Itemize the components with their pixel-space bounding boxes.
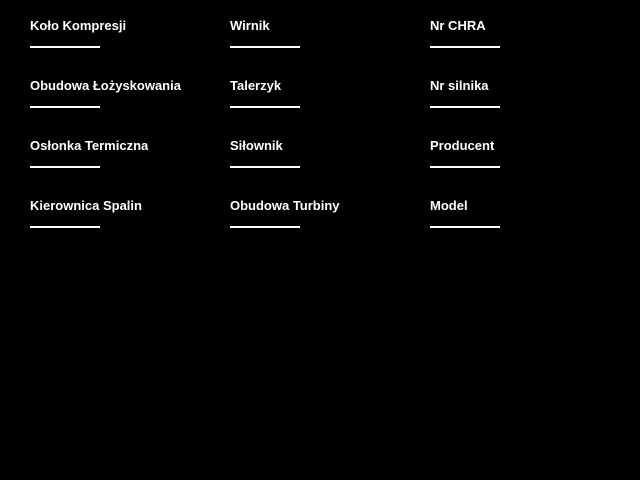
field-producent-input[interactable] bbox=[430, 166, 500, 168]
field-obudowa-lozyskowania-input[interactable] bbox=[30, 106, 100, 108]
field-obudowa-turbiny bbox=[230, 198, 420, 232]
field-talerzyk-input[interactable] bbox=[230, 106, 300, 108]
field-oslonka-termiczna-label: Osłonka Termiczna bbox=[30, 138, 149, 153]
field-kolo-kompresji-label: Koło Kompresji bbox=[30, 18, 127, 33]
field-wirnik-label: Wirnik bbox=[230, 18, 270, 33]
field-silownik-input[interactable] bbox=[230, 166, 300, 168]
field-obudowa-turbiny-input[interactable] bbox=[230, 226, 300, 228]
field-nr-chra bbox=[430, 18, 620, 52]
field-silownik bbox=[230, 138, 420, 172]
field-kierownica-spalin-label: Kierownica Spalin bbox=[30, 198, 142, 213]
field-nr-silnika-input[interactable] bbox=[430, 106, 500, 108]
field-producent-label: Producent bbox=[430, 138, 495, 153]
field-model-input[interactable] bbox=[430, 226, 500, 228]
field-nr-silnika bbox=[430, 78, 620, 112]
field-producent bbox=[430, 138, 620, 172]
field-oslonka-termiczna-input[interactable] bbox=[30, 166, 100, 168]
field-obudowa-lozyskowania bbox=[30, 78, 220, 112]
field-kierownica-spalin bbox=[30, 198, 220, 232]
field-model bbox=[430, 198, 620, 232]
field-obudowa-lozyskowania-label: Obudowa Łożyskowania bbox=[30, 78, 181, 93]
field-nr-silnika-label: Nr silnika bbox=[430, 78, 489, 93]
field-silownik-label: Siłownik bbox=[230, 138, 283, 153]
field-model-label: Model bbox=[430, 198, 468, 213]
field-kolo-kompresji-input[interactable] bbox=[30, 46, 100, 48]
field-wirnik bbox=[230, 18, 420, 52]
field-talerzyk-label: Talerzyk bbox=[230, 78, 282, 93]
field-nr-chra-input[interactable] bbox=[430, 46, 500, 48]
field-kierownica-spalin-input[interactable] bbox=[30, 226, 100, 228]
field-wirnik-input[interactable] bbox=[230, 46, 300, 48]
field-oslonka-termiczna bbox=[30, 138, 220, 172]
field-obudowa-turbiny-label: Obudowa Turbiny bbox=[230, 198, 340, 213]
field-talerzyk bbox=[230, 78, 420, 112]
field-kolo-kompresji bbox=[30, 18, 220, 52]
field-nr-chra-label: Nr CHRA bbox=[430, 18, 486, 33]
